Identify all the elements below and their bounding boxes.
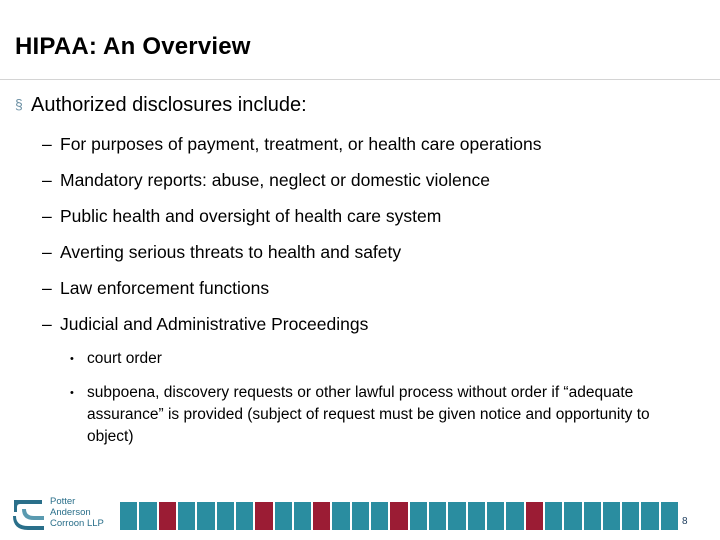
strip-cell-teal bbox=[603, 502, 620, 530]
strip-cell-teal bbox=[332, 502, 349, 530]
slide-title: HIPAA: An Overview bbox=[15, 33, 251, 60]
strip-cell-teal bbox=[506, 502, 523, 530]
strip-cell-teal bbox=[120, 502, 137, 530]
dash-icon: – bbox=[42, 134, 52, 154]
sub-bullet bbox=[42, 170, 490, 191]
sub-bullet-text: Mandatory reports: abuse, neglect or domestic violence bbox=[60, 170, 490, 190]
strip-cell-teal bbox=[294, 502, 311, 530]
sub-bullet bbox=[42, 134, 542, 155]
strip-cell-teal bbox=[410, 502, 427, 530]
strip-cell-teal bbox=[139, 502, 156, 530]
strip-cell-red bbox=[313, 502, 330, 530]
strip-cell-teal bbox=[448, 502, 465, 530]
logo-line: Potter bbox=[50, 496, 76, 507]
sub-bullet-text: Averting serious threats to health and safety bbox=[60, 242, 402, 262]
strip-cell-teal bbox=[275, 502, 292, 530]
strip-cell-teal bbox=[217, 502, 234, 530]
sub-sub-bullet-text: subpoena, discovery requests or other lawful process without order if “adequate assurance” is provided (subject of request must be given notice and opportunity to object) bbox=[87, 384, 650, 445]
section-bullet-icon: § bbox=[15, 96, 23, 112]
page-number: 8 bbox=[682, 516, 688, 527]
dash-icon: – bbox=[42, 170, 52, 190]
logo-text bbox=[50, 496, 104, 529]
strip-cell-teal bbox=[564, 502, 581, 530]
sub-bullet-text: Law enforcement functions bbox=[60, 278, 270, 298]
strip-cell-teal bbox=[661, 502, 678, 530]
strip-cell-teal bbox=[487, 502, 504, 530]
sub-sub-bullet bbox=[70, 382, 690, 448]
strip-cell-teal bbox=[197, 502, 214, 530]
sub-sub-bullet-text: court order bbox=[87, 350, 162, 367]
main-bullet-text: Authorized disclosures include: bbox=[31, 94, 307, 116]
logo-line: Corroon LLP bbox=[50, 518, 104, 529]
sub-bullet bbox=[42, 206, 441, 227]
strip-cell-teal bbox=[429, 502, 446, 530]
strip-cell-red bbox=[390, 502, 407, 530]
strip-cell-teal bbox=[545, 502, 562, 530]
dash-icon: – bbox=[42, 242, 52, 262]
sub-sub-bullet bbox=[70, 348, 690, 370]
title-rule bbox=[0, 79, 720, 80]
strip-cell-teal bbox=[622, 502, 639, 530]
strip-cell-teal bbox=[371, 502, 388, 530]
dot-icon: • bbox=[70, 387, 74, 399]
strip-cell-teal bbox=[178, 502, 195, 530]
sub-bullet-text: For purposes of payment, treatment, or health care operations bbox=[60, 134, 542, 154]
dash-icon: – bbox=[42, 278, 52, 298]
dash-icon: – bbox=[42, 314, 52, 334]
main-bullet bbox=[15, 94, 307, 117]
strip-cell-teal bbox=[352, 502, 369, 530]
strip-cell-teal bbox=[641, 502, 658, 530]
strip-cell-teal bbox=[468, 502, 485, 530]
company-logo bbox=[12, 496, 122, 532]
sub-bullet-text: Judicial and Administrative Proceedings bbox=[60, 314, 369, 334]
sub-bullet bbox=[42, 242, 401, 263]
strip-cell-red bbox=[526, 502, 543, 530]
sub-bullet bbox=[42, 278, 269, 299]
strip-cell-teal bbox=[584, 502, 601, 530]
strip-cell-red bbox=[159, 502, 176, 530]
logo-mark-icon bbox=[12, 496, 46, 532]
strip-cell-teal bbox=[236, 502, 253, 530]
logo-line: Anderson bbox=[50, 507, 91, 518]
dot-icon: • bbox=[70, 353, 74, 365]
footer-color-strip bbox=[120, 502, 680, 530]
strip-cell-red bbox=[255, 502, 272, 530]
sub-bullet bbox=[42, 314, 368, 335]
dash-icon: – bbox=[42, 206, 52, 226]
sub-bullet-text: Public health and oversight of health care system bbox=[60, 206, 442, 226]
